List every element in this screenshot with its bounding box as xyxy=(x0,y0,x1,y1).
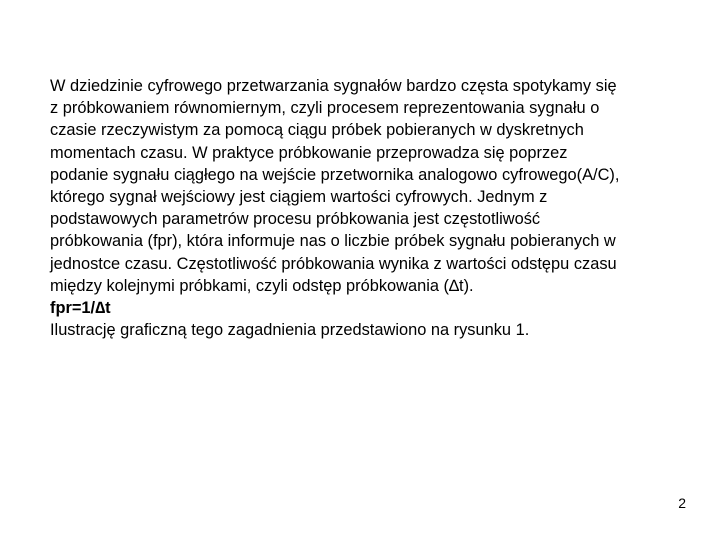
paragraph-line-4: momentach czasu. W praktyce próbkowanie przeprowadza się poprzez xyxy=(50,143,568,162)
sampling-frequency-formula: fpr=1/∆t xyxy=(50,299,111,318)
paragraph-line-6: którego sygnał wejściowy jest ciągiem wartości cyfrowych. Jednym z xyxy=(50,188,548,207)
paragraph-line-10: między kolejnymi próbkami, czyli odstęp próbkowania (∆t). xyxy=(50,276,474,295)
paragraph-line-1: W dziedzinie cyfrowego przetwarzania sygnałów bardzo częsta spotykamy się xyxy=(50,77,617,95)
figure-reference-line: Ilustrację graficzną tego zagadnienia przedstawiono na rysunku 1. xyxy=(50,321,530,340)
page-number: 2 xyxy=(678,495,686,511)
document-body xyxy=(50,75,680,341)
paragraph-line-7: podstawowych parametrów procesu próbkowania jest częstotliwość xyxy=(50,210,541,229)
paragraph-line-5: podanie sygnału ciągłego na wejście przetwornika analogowo cyfrowego(A/C), xyxy=(50,165,620,184)
paragraph-line-3: czasie rzeczywistym za pomocą ciągu próbek pobieranych w dyskretnych xyxy=(50,121,584,140)
paragraph-line-9: jednostce czasu. Częstotliwość próbkowania wynika z wartości odstępu czasu xyxy=(50,254,617,273)
paragraph-line-2: z próbkowaniem równomiernym, czyli procesem reprezentowania sygnału o xyxy=(50,99,600,118)
paragraph-line-8: próbkowania (fpr), która informuje nas o liczbie próbek sygnału pobieranych w xyxy=(50,232,616,251)
